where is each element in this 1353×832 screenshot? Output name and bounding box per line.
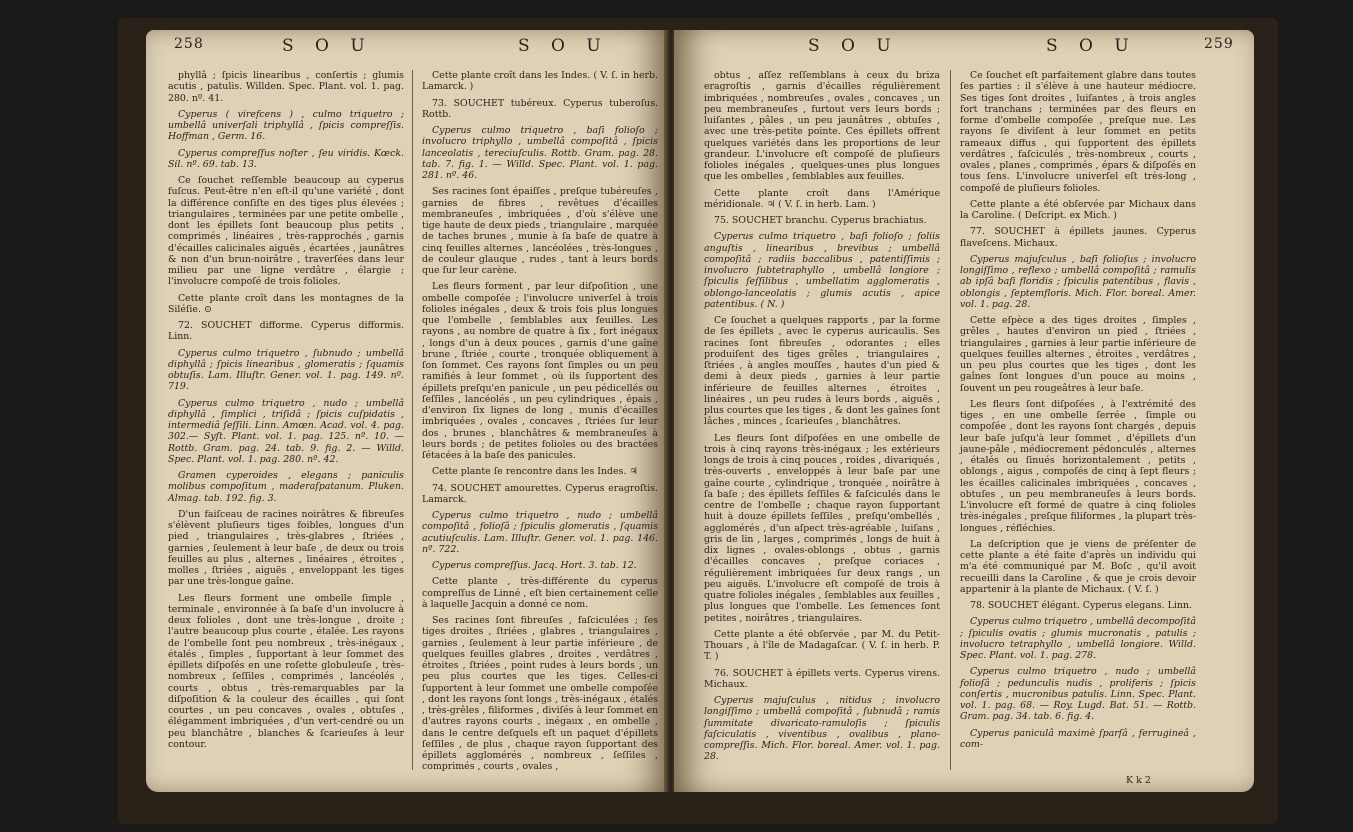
- paragraph: Cyperus compreſſus. Jacq. Hort. 3. tab. 12.: [432, 560, 637, 571]
- paragraph: La deſcription que je viens de préſenter de cette plante a été faite d'après un individu qui m'a été communiqué par M. Boſc , qu'il avoit recueilli dans la Caroline , & que je crois devoir appartenir à la plante de Michaux. ( V. ſ. ): [960, 538, 1196, 595]
- paragraph: 78. SOUCHET élégant. Cyperus elegans. Linn.: [970, 600, 1192, 611]
- paragraph: Cette plante ſe rencontre dans les Indes. ♃: [432, 466, 638, 478]
- paragraph: Ses racines ſont fibreuſes , faſciculées ; ſes tiges droites , ſtriées , glabres , triangulaires , garnies , ſeulement à leur partie inférieure , de quelques feuilles glabres , droites , verdâtres , étroites , ſtriées , point rudes à leurs bords , un peu plus courtes que les tiges. Celles-ci ſupportent à leur ſommet une ombelle compoſée , dont les rayons ſont longs , très-inégaux , étalés , très-grêles , filiformes , diviſés à leur ſommet en d'autres rayons courts , inégaux , en ombelle , dans le centre deſquels eſt un paquet d'épillets ſeſſiles , de plus , chaque rayon ſupportant des épillets agglomérés , nombreux , ſeſſiles , comprimés , courts , ovales ,: [422, 615, 658, 773]
- right-column-rule: [950, 70, 951, 770]
- paragraph: Les fleurs forment , par leur diſpoſition , une ombelle compoſée ; l'involucre univerſel à trois folioles inégales , deux & trois fois plus longues que l'ombelle , ſemblables aux feuilles. Les rayons , au nombre de quatre à ſix , fort inégaux , longs d'un à deux pouces , garnis d'une gaîne brune , ſtriée , courte , tronquée obliquement à ſon ſommet. Ces rayons ſont ſimples ou un peu ramifiés à leur ſommet , où ils ſupportent des épillets preſqu'en panicule , un peu pédicellés ou ſeſſiles , lancéolés , un peu cylindriques , épais , d'environ ſix lignes de long , munis d'écailles imbriquées , ovales , concaves , ſtriées ſur leur dos , brunes , blanchâtres & membraneuſes à leurs bords ; de petites folioles ou des bractées ſétacées à la baſe des panicules.: [422, 281, 658, 461]
- paragraph: Ce ſouchet reſſemble beaucoup au cyperus fuſcus. Peut-être n'en eſt-il qu'une variété , dont la différence conſiſte en des tiges plus élevées ; triangulaires , terminées par une petite ombelle , dont les épillets ſont beaucoup plus petits , comprimés , linéaires , très-rapprochés , garnis d'écailles calicinales aiguës , écartées , jaunâtres & non d'un brun-noirâtre , traverſées dans leur milieu par une ligne verdâtre , élargie ; l'involucre compoſé de trois folioles.: [168, 175, 404, 288]
- paragraph: phyllâ ; ſpicis linearibus , conſertis ; glumis acutis , patulis. Willden. Spec. Plant. vol. 1. pag. 280. nº. 41.: [168, 70, 404, 104]
- left-page: [146, 30, 668, 792]
- paragraph: Cyperus culmo triquetro , nudo ; umbellâ diphyllâ , ſimplici , triſidâ ; ſpicis cuſpidatis , intermediâ ſeſſili. Linn. Amœn. Acad. vol. 4. pag. 302.— Syſt. Plant. vol. 1. pag. 125. nº. 10. — Rottb. Gram. pag. 24. tab. 9. fig. 2. — Willd. Spec. Plant. vol. 1. pag. 280. nº. 42.: [168, 397, 404, 465]
- right-head-sou-2: S O U: [1046, 36, 1137, 56]
- paragraph: Cette plante a été obſervée par Michaux dans la Caroline. ( Deſcript. ex Mich. ): [960, 198, 1196, 221]
- paragraph: 77. SOUCHET à épillets jaunes. Cyperus flaveſcens. Michaux.: [960, 226, 1196, 249]
- paragraph: D'un faiſceau de racines noirâtres & fibreuſes s'élèvent pluſieurs tiges foibles, longues d'un pied , triangulaires , très-glabres , ſtriées , garnies , ſeulement à leur baſe , de deux ou trois feuilles au plus , alternes , linéaires , étroites , molles , ſtriées , aiguës , enveloppant les tiges par une très-longue gaîne.: [168, 508, 404, 588]
- paragraph: 72. SOUCHET difforme. Cyperus difformis. Linn.: [168, 320, 404, 343]
- left-page-number: 258: [174, 36, 204, 52]
- paragraph: Ce ſouchet eſt parfaitement glabre dans toutes ſes parties : il s'élève à une hauteur médiocre. Ses tiges ſont droites , luiſantes , à trois angles fort tranchans ; terminées par des fleurs en forme d'ombelle compoſée , preſque nue. Les rayons ſe diviſent à leur ſommet en petits rameaux diffus , qui ſupportent des épillets verdâtres , faſciculés , très-nombreux , courts , ovales , planes , comprimés , épars & diſpoſés en tous ſens. L'involucre univerſel eſt très-long , compoſé de pluſieurs folioles.: [960, 70, 1196, 194]
- paragraph: Cyperus culmo triquetro , nudo ; umbellâ folioſâ ; pedunculis nudis , proliferis ; ſpicis conſertis , mucronibus patulis. Linn. Spec. Plant. vol. 1. pag. 68. — Roy. Lugd. Bat. 51. — Rottb. Gram. pag. 34. tab. 6. fig. 4.: [960, 666, 1196, 723]
- right-running-head: [674, 36, 1254, 62]
- paragraph: Ce ſouchet a quelques rapports , par la forme de ſes épillets , avec le cyperus auricaulis. Ses racines ſont fibreuſes , odorantes ; elles produiſent des tiges grêles , triangulaires , ſtriées , à angles mouſſes , hautes d'un pied & demi à deux pieds , garnies à leur partie inférieure de feuilles alternes , étroites , linéaires , un peu rudes à leurs bords , aiguës , plus courtes que les tiges , & dont les gaînes ſont lâches , minces , ſcarieuſes , blanchâtres.: [704, 315, 940, 428]
- paragraph: Cyperus ( virefcens ) , culmo triquetro ; umbellâ univerſali triphyllâ , ſpicis compreſſis. Hoffman , Germ. 16.: [168, 108, 404, 143]
- right-column-1: [704, 70, 940, 768]
- paragraph: Cyperus culmo triquetro , ſubnudo ; umbellâ diphyllâ ; ſpicis linearibus , glomeratis ; ſquamis obtuſis. Lam. Illuſtr. Gener. vol. 1. pag. 149. nº. 719.: [168, 347, 404, 393]
- left-running-head: [146, 36, 668, 62]
- paragraph: Cette plante croît dans les montagnes de la Siléſie. ⊙: [168, 292, 404, 315]
- left-head-sou-2: S O U: [518, 36, 609, 56]
- paragraph: obtus , aſſez reſſemblans à ceux du briza eragroſtis , garnis d'écailles régulièrement imbriquées , nombreuſes , ovales , concaves , un peu membraneuſes , furtout vers leurs bords ; luiſantes , pâles , un peu jaunâtres , obtuſes , avec une très-petite pointe. Ces épillets offrent quelques variétés dans les proportions de leur grandeur. L'involucre eſt compoſé de pluſieurs folioles inégales , quelques-unes plus longues que les ombelles , ſemblables aux feuilles.: [704, 70, 940, 183]
- right-page-number: 259: [1204, 36, 1234, 52]
- paragraph: Cyperus culmo triquetro , umbellâ decompoſitâ ; ſpiculis ovatis ; glumis mucronatis , patulis ; involucro tetraphyllo , umbellâ longiore. Willd. Spec. Plant. vol. 1. pag. 278.: [960, 616, 1196, 661]
- paragraph: Cette plante a été obſervée , par M. du Petit-Thouars , à l'île de Madagaſcar. ( V. ſ. in herb. P. T. ): [704, 628, 940, 663]
- paragraph: Les fleurs ſont diſpoſées en une ombelle de trois à cinq rayons très-inégaux ; les extérieurs longs de trois à cinq pouces , roides , divariqués , très-ouverts , enveloppés à leur baſe par une gaîne courte , cylindrique , tronquée , noirâtre à ſa baſe ; des épillets ſeſſiles & faſciculés dans le centre de l'ombelle ; chaque rayon ſupportant huit à douze épillets ſeſſiles , preſqu'ombellés , agglomérés , d'un aſpect très-agréable , luiſans , gris de lin , larges , comprimés , longs de huit à dix lignes , ovales-oblongs , obtus , garnis d'écailles concaves , preſque coriaces , régulièrement imbriquées ſur deux rangs , un peu aiguës. L'involucre eſt compoſé de trois à quatre folioles inégales , ſemblables aux feuilles , plus longues que l'ombelle. Les ſemences ſont petites , noirâtres , triangulaires.: [704, 432, 940, 624]
- paragraph: Cette eſpèce a des tiges droites , ſimples , grêles , hautes d'environ un pied , ſtriées , triangulaires , garnies à leur partie inférieure de quelques feuilles alternes , étroites , verdâtres , un peu plus courtes que les tiges , dont les gaînes ſont longues d'un pouce au moins , ſouvent un peu rougeâtres à leur baſe.: [960, 315, 1196, 394]
- paragraph: 74. SOUCHET amourettes. Cyperus eragroſtis. Lamarck.: [422, 482, 658, 505]
- paragraph: Cette plante croît dans l'Amérique méridionale. ♃ ( V. ſ. in herb. Lam. ): [704, 187, 940, 210]
- paragraph: Les fleurs ſont diſpoſées , à l'extrémité des tiges , en une ombelle ſerrée , ſimple ou compoſée , dont les rayons ſont chargés , depuis leur baſe juſqu'à leur ſommet , d'épillets d'un jaune-pâle , médiocrement pédonculés , alternes , étalés ou ſinués horizontalement , petits , oblongs , aigus , compoſés de cinq à ſept fleurs ; les écailles calicinales imbriquées , concaves , obtuſes , un peu membraneuſes à leurs bords. L'involucre eſt formé de quatre à cinq folioles très-inégales , preſque filiformes , la plupart très-longues , réfléchies.: [960, 398, 1196, 534]
- paragraph: Cyperus paniculâ maximè ſparſâ , ferrugineâ , com-: [960, 727, 1196, 750]
- left-column-rule: [412, 70, 413, 770]
- paragraph: 75. SOUCHET branchu. Cyperus brachiatus.: [714, 215, 927, 226]
- paragraph: Cyperus culmo triquetro , nudo ; umbellâ compoſitâ , folioſâ ; ſpiculis glomeratis , ſquamis acutiuſculis. Lam. Illuſtr. Gener. vol. 1. pag. 146. nº. 722.: [422, 510, 658, 555]
- paragraph: 73. SOUCHET tubéreux. Cyperus tuberoſus. Rottb.: [422, 97, 658, 120]
- signature-mark: K k 2: [1126, 775, 1151, 786]
- paragraph: Cette plante , très-différente du cyperus compreſſus de Linné , eſt bien certainement celle à laquelle Jacquin a donné ce nom.: [422, 576, 658, 610]
- right-page: [674, 30, 1254, 792]
- paragraph: Cyperus culmo triquetro , baſi folioſo ; involucro triphyllo , umbellâ compoſitâ , ſpicis lanceolatis , tereciuſculis. Rottb. Gram. pag. 28. tab. 7. fig. 1. — Willd. Spec. Plant. vol. 1. pag. 281. nº. 46.: [422, 125, 658, 181]
- paragraph: Cyperus compreſſus noſter , ſeu viridis. Kœck. Sil. nº. 69. tab. 13.: [168, 147, 404, 170]
- paragraph: Cyperus culmo triquetro , baſi folioſo ; foliis anguſtis , linearibus , brevibus ; umbellâ compoſitâ ; radiis baccalibus , patentiſſimis ; involucro ſubtetraphyllo , umbellâ longiore ; ſpiculis ſeſſilibus , umbellatim agglomeratis , oblongo-lanceolatis ; glumis acutis , apice patentibus. ( N. ): [704, 231, 940, 310]
- left-column-2: [422, 70, 658, 778]
- right-column-2: [960, 70, 1196, 755]
- left-column-1: [168, 70, 404, 755]
- paragraph: Cette plante croît dans les Indes. ( V. ſ. in herb. Lamarck. ): [422, 70, 658, 93]
- paragraph: 76. SOUCHET à épillets verts. Cyperus virens. Michaux.: [704, 667, 940, 690]
- paragraph: Cyperus majuſculus , nitidus ; involucro longiſſimo ; umbellâ compoſitâ , ſubnudâ ; ramis ſummitate divaricato-ramuloſis ; ſpiculis faſciculatis , viventibus , ovalibus , plano-compreſſis. Mich. Flor. boreal. Amer. vol. 1. pag. 28.: [704, 695, 940, 763]
- paragraph: Gramen cyperoides , elegans ; paniculis molibus compoſitum , maderaſpatanum. Pluken. Almag. tab. 192. fig. 3.: [168, 470, 404, 504]
- right-head-sou-1: S O U: [808, 36, 899, 56]
- left-head-sou-1: S O U: [282, 36, 373, 56]
- paragraph: Les fleurs forment une ombelle ſimple , terminale , environnée à ſa baſe d'un involucre à deux folioles , dont une très-longue , droite ; l'autre beaucoup plus courte , étalée. Les rayons de l'ombelle ſont peu nombreux , très-inégaux , étalés , ſimples , ſupportant à leur ſommet des épillets diſpoſés en une roſette globuleuſe , très-nombreux , ſeſſiles , comprimés , lancéolés , courts , obtus , très-remarquables par la diſpoſition & la couleur des écailles , qui ſont courtes , un peu concaves , ovales , obtuſes , élégamment imbriquées , d'un vert-cendré ou un peu blanchâtre , blanches & ſcarieuſes à leur contour.: [168, 592, 404, 750]
- paragraph: Cyperus majuſculus , baſi folioſus ; involucro longiſſimo , reflexo ; umbellâ compoſitâ ; ramulis ab ipſâ baſi floridis ; ſpiculis patentibus , flavis , oblongis , ſeptemfloris. Mich. Flor. boreal. Amer. vol. 1. pag. 28.: [960, 253, 1196, 310]
- paragraph: Ses racines ſont épaiſſes , preſque tubéreuſes , garnies de fibres , revêtues d'écailles membraneuſes , imbriquées , d'où s'élève une tige haute de deux pieds , triangulaire , marquée de taches brunes , munie à ſa baſe de quatre à cinq feuilles alternes , lancéolées , très-longues , de couleur glauque , rudes , tant à leurs bords que ſur leur carène.: [422, 186, 658, 276]
